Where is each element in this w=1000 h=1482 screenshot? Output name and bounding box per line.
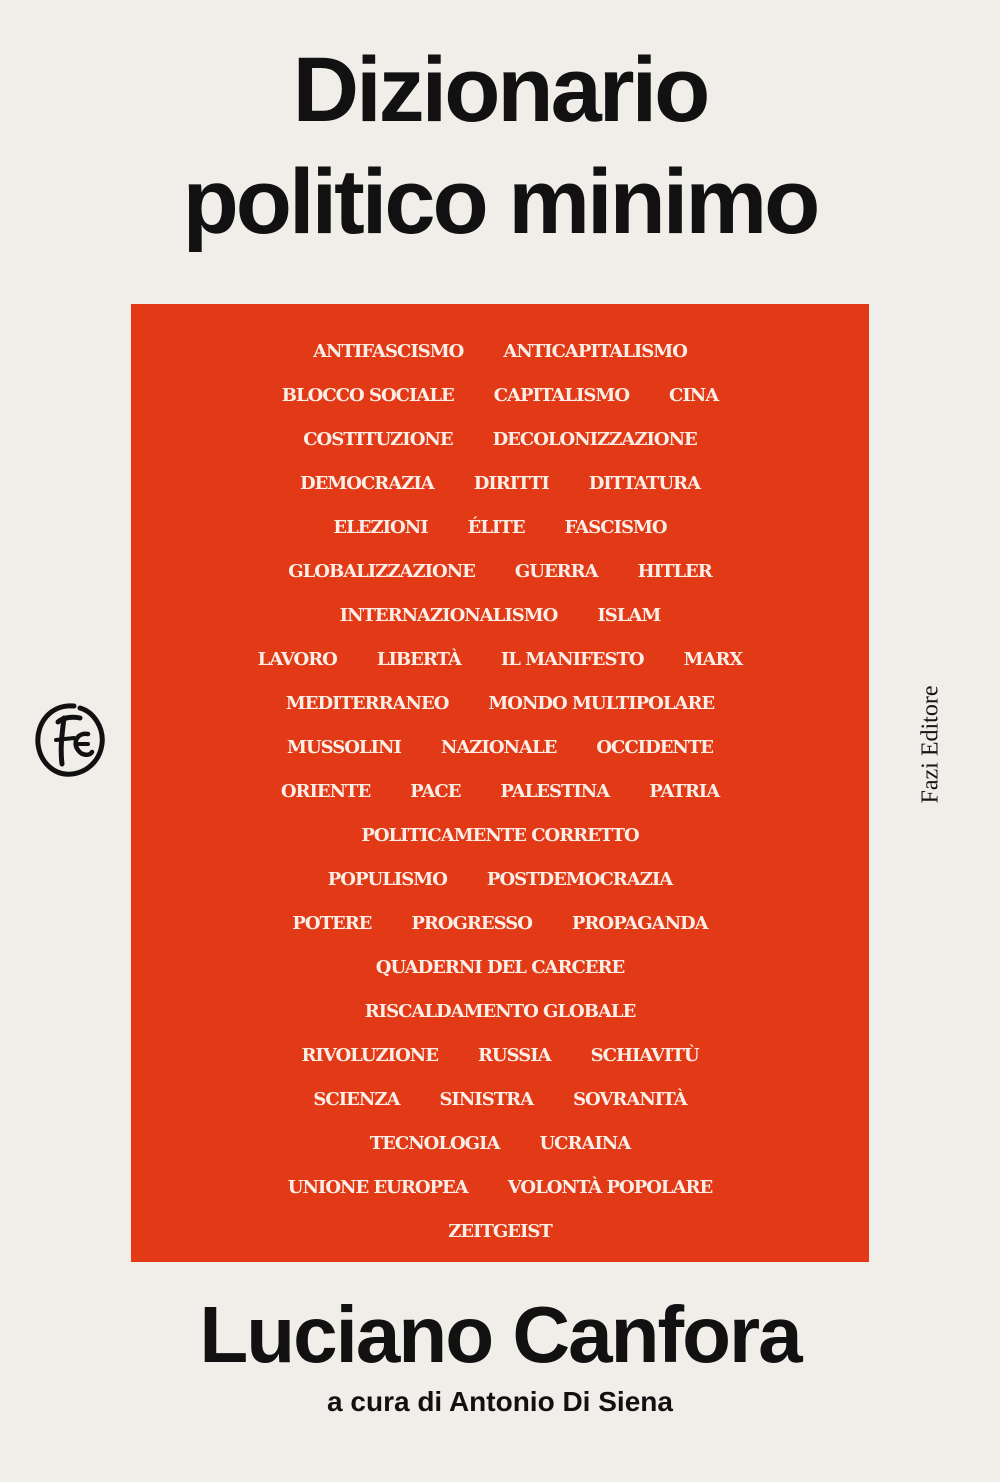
term-row: [131, 814, 869, 858]
term: LAVORO: [257, 649, 337, 670]
term: PROGRESSO: [411, 913, 532, 934]
term: HITLER: [637, 561, 712, 582]
term: CINA: [669, 385, 719, 406]
term-row: [131, 550, 869, 594]
term: ISLAM: [597, 605, 661, 626]
term-row: [131, 682, 869, 726]
term-row: [131, 1210, 869, 1254]
term: POSTDEMOCRAZIA: [486, 869, 673, 890]
term: PACE: [410, 781, 461, 802]
term: RUSSIA: [477, 1045, 551, 1066]
term-row: [131, 1078, 869, 1122]
term: MUSSOLINI: [287, 737, 401, 758]
term: POLITICAMENTE CORRETTO: [361, 825, 639, 846]
term: RIVOLUZIONE: [301, 1045, 438, 1066]
term: ÉLITE: [467, 517, 525, 538]
term-row: [131, 506, 869, 550]
term: PALESTINA: [500, 781, 610, 802]
term: BLOCCO SOCIALE: [281, 385, 454, 406]
term: CAPITALISMO: [493, 385, 630, 406]
term-row: [131, 726, 869, 770]
term-row: [131, 462, 869, 506]
term: COSTITUZIONE: [303, 429, 453, 450]
term: ZEITGEIST: [448, 1221, 552, 1242]
term-row: [131, 770, 869, 814]
term: DEMOCRAZIA: [300, 473, 434, 494]
term: GUERRA: [514, 561, 598, 582]
title-line-2: politico minimo: [182, 151, 818, 253]
title-line-1: Dizionario: [292, 39, 708, 141]
publisher-logo-icon: [28, 698, 112, 782]
term-row: [131, 418, 869, 462]
term: UCRAINA: [539, 1133, 631, 1154]
term-row: [131, 1034, 869, 1078]
term: FASCISMO: [564, 517, 667, 538]
term: MEDITERRANEO: [285, 693, 449, 714]
term: QUADERNI DEL CARCERE: [375, 957, 625, 978]
editor-credit: a cura di Antonio Di Siena: [327, 1386, 673, 1417]
term: DECOLONIZZAZIONE: [492, 429, 697, 450]
term: OCCIDENTE: [596, 737, 713, 758]
term: ORIENTE: [280, 781, 371, 802]
terms-box: [131, 304, 869, 1262]
term: SOVRANITÀ: [573, 1089, 687, 1110]
term: ANTIFASCISMO: [313, 341, 464, 362]
term: UNIONE EUROPEA: [287, 1177, 468, 1198]
term-row: [131, 858, 869, 902]
term: POPULISMO: [327, 869, 447, 890]
term: NAZIONALE: [440, 737, 557, 758]
term: RISCALDAMENTO GLOBALE: [364, 1001, 636, 1022]
author-name: Luciano Canfora: [199, 1290, 801, 1379]
term: ELEZIONI: [333, 517, 428, 538]
term: LIBERTÀ: [376, 649, 461, 670]
term-row: [131, 638, 869, 682]
term: PATRIA: [649, 781, 720, 802]
term: INTERNAZIONALISMO: [339, 605, 558, 626]
term: POTERE: [292, 913, 372, 934]
publisher-name: [906, 664, 956, 824]
term-row: [131, 990, 869, 1034]
term: ANTICAPITALISMO: [503, 341, 687, 362]
term: IL MANIFESTO: [500, 649, 644, 670]
term: SCHIAVITÙ: [590, 1045, 699, 1066]
term: SCIENZA: [313, 1089, 400, 1110]
term: MONDO MULTIPOLARE: [488, 693, 715, 714]
term-row: [131, 374, 869, 418]
term: DIRITTI: [473, 473, 549, 494]
term: VOLONTÀ POPOLARE: [507, 1177, 713, 1198]
term-row: [131, 902, 869, 946]
term: TECNOLOGIA: [369, 1133, 500, 1154]
term: DITTATURA: [588, 473, 700, 494]
term: MARX: [683, 649, 743, 670]
term-row: [131, 594, 869, 638]
term-row: [131, 946, 869, 990]
term-row: [131, 330, 869, 374]
term-row: [131, 1166, 869, 1210]
publisher-name-text: Fazi Editore: [917, 685, 944, 803]
term-row: [131, 1122, 869, 1166]
term: PROPAGANDA: [571, 913, 708, 934]
term: SINISTRA: [439, 1089, 534, 1110]
term: GLOBALIZZAZIONE: [288, 561, 475, 582]
